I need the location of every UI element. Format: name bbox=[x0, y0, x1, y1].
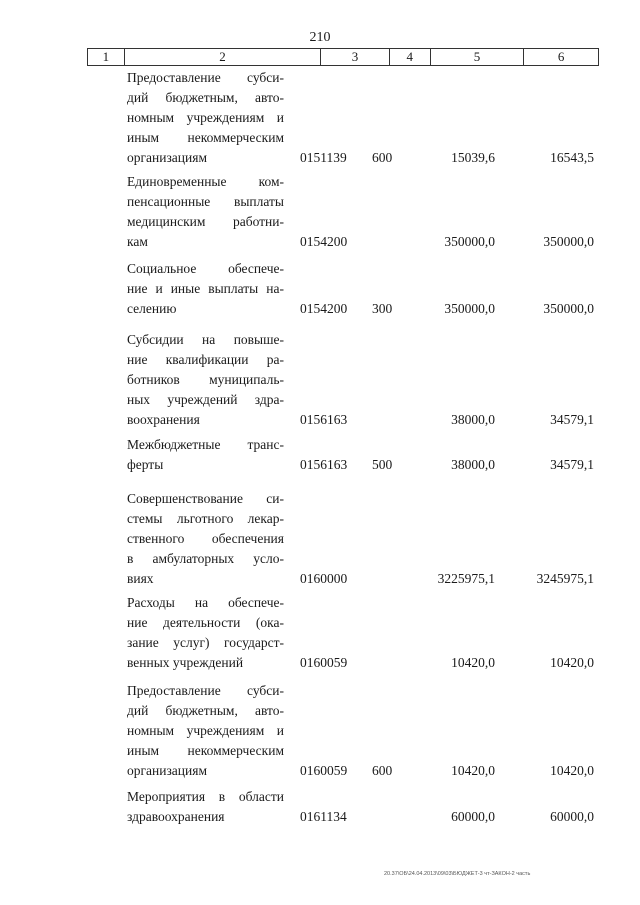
description-line: медицинским работни- bbox=[127, 214, 284, 229]
description-line: кам bbox=[127, 234, 148, 249]
row-value-col6: 34579,1 bbox=[550, 457, 594, 472]
description-line: Мероприятия в области bbox=[127, 789, 284, 804]
row-value-col6: 10420,0 bbox=[550, 655, 594, 670]
description-line: ных учреждений здра- bbox=[127, 392, 284, 407]
description-line: ственного обеспечения bbox=[127, 531, 284, 546]
header-col-6: 6 bbox=[557, 49, 565, 64]
description-line: здравоохранения bbox=[127, 809, 225, 824]
row-code: 0160059 bbox=[300, 655, 348, 670]
row-value-col5: 10420,0 bbox=[451, 655, 495, 670]
header-col-3: 3 bbox=[321, 49, 390, 65]
row-code: 0156163 bbox=[300, 412, 348, 427]
row-code: 0154200 bbox=[300, 301, 348, 316]
row-description bbox=[127, 787, 284, 827]
description-line: ние квалификации ра- bbox=[127, 352, 284, 367]
description-line: стемы льготного лекар- bbox=[127, 511, 284, 526]
description-line: Предоставление субси- bbox=[127, 683, 284, 698]
row-value-col6: 34579,1 bbox=[550, 412, 594, 427]
row-description bbox=[127, 68, 284, 168]
description-line: организациям bbox=[127, 763, 208, 778]
description-line: виях bbox=[127, 571, 154, 586]
row-value-col6: 350000,0 bbox=[543, 301, 594, 316]
row-value-col5: 60000,0 bbox=[451, 809, 495, 824]
description-line: венных учреждений bbox=[127, 655, 244, 670]
row-code: 0161134 bbox=[300, 809, 347, 824]
description-line: селению bbox=[127, 301, 177, 316]
table-header-row bbox=[87, 48, 599, 66]
row-code: 0151139 bbox=[300, 150, 347, 165]
row-expense-kind: 600 bbox=[372, 763, 393, 778]
row-value-col6: 3245975,1 bbox=[536, 571, 594, 586]
description-line: пенсационные выплаты bbox=[127, 194, 284, 209]
row-value-col5: 3225975,1 bbox=[437, 571, 495, 586]
row-expense-kind: 300 bbox=[372, 301, 393, 316]
footer-file-path: 20.37\ОБ\24.04.2013\09\03\БЮДЖЕТ-3 чт-ЗАКОН-2 часть bbox=[384, 871, 531, 877]
description-line: организациям bbox=[127, 150, 208, 165]
description-line: дий бюджетным, авто- bbox=[127, 90, 284, 105]
description-line: ботников муниципаль- bbox=[127, 372, 284, 387]
row-value-col5: 10420,0 bbox=[451, 763, 495, 778]
description-line: Межбюджетные транс- bbox=[127, 437, 284, 452]
header-col-5: 5 bbox=[431, 49, 525, 65]
row-value-col6: 16543,5 bbox=[550, 150, 594, 165]
description-line: иным некоммерческим bbox=[127, 743, 284, 758]
description-line: ферты bbox=[127, 457, 164, 472]
row-description bbox=[127, 172, 284, 252]
row-value-col5: 350000,0 bbox=[444, 234, 495, 249]
description-line: зание услуг) государст- bbox=[127, 635, 284, 650]
row-description bbox=[127, 330, 284, 430]
description-line: номным учреждениям и bbox=[127, 723, 284, 738]
description-line: номным учреждениям и bbox=[127, 110, 284, 125]
description-line: Единовременные ком- bbox=[127, 174, 284, 189]
row-expense-kind: 500 bbox=[372, 457, 393, 472]
row-value-col5: 350000,0 bbox=[444, 301, 495, 316]
row-code: 0156163 bbox=[300, 457, 348, 472]
row-description bbox=[127, 259, 284, 319]
row-description bbox=[127, 489, 284, 589]
row-value-col6: 350000,0 bbox=[543, 234, 594, 249]
row-description bbox=[127, 593, 284, 673]
row-value-col5: 38000,0 bbox=[451, 412, 495, 427]
description-line: иным некоммерческим bbox=[127, 130, 284, 145]
page-number: 210 bbox=[309, 30, 331, 45]
row-code: 0154200 bbox=[300, 234, 348, 249]
description-line: дий бюджетным, авто- bbox=[127, 703, 284, 718]
row-value-col5: 38000,0 bbox=[451, 457, 495, 472]
description-line: в амбулаторных усло- bbox=[127, 551, 284, 566]
row-description bbox=[127, 681, 284, 781]
header-col-1: 1 bbox=[88, 49, 125, 65]
description-line: ние деятельности (ока- bbox=[127, 615, 284, 630]
header-col-2: 2 bbox=[125, 49, 321, 65]
description-line: Предоставление субси- bbox=[127, 70, 284, 85]
row-code: 0160059 bbox=[300, 763, 348, 778]
row-value-col6: 10420,0 bbox=[550, 763, 594, 778]
row-expense-kind: 600 bbox=[372, 150, 393, 165]
description-line: ние и иные выплаты на- bbox=[127, 281, 284, 296]
row-value-col6: 60000,0 bbox=[550, 809, 594, 824]
row-code: 0160000 bbox=[300, 571, 348, 586]
row-description bbox=[127, 435, 284, 475]
description-line: Расходы на обеспече- bbox=[127, 595, 284, 610]
description-line: Субсидии на повыше- bbox=[127, 332, 284, 347]
description-line: Совершенствование си- bbox=[127, 491, 284, 506]
row-value-col5: 15039,6 bbox=[451, 150, 495, 165]
description-line: Социальное обеспече- bbox=[127, 261, 284, 276]
description-line: воохранения bbox=[127, 412, 200, 427]
header-col-4: 4 bbox=[390, 49, 431, 65]
